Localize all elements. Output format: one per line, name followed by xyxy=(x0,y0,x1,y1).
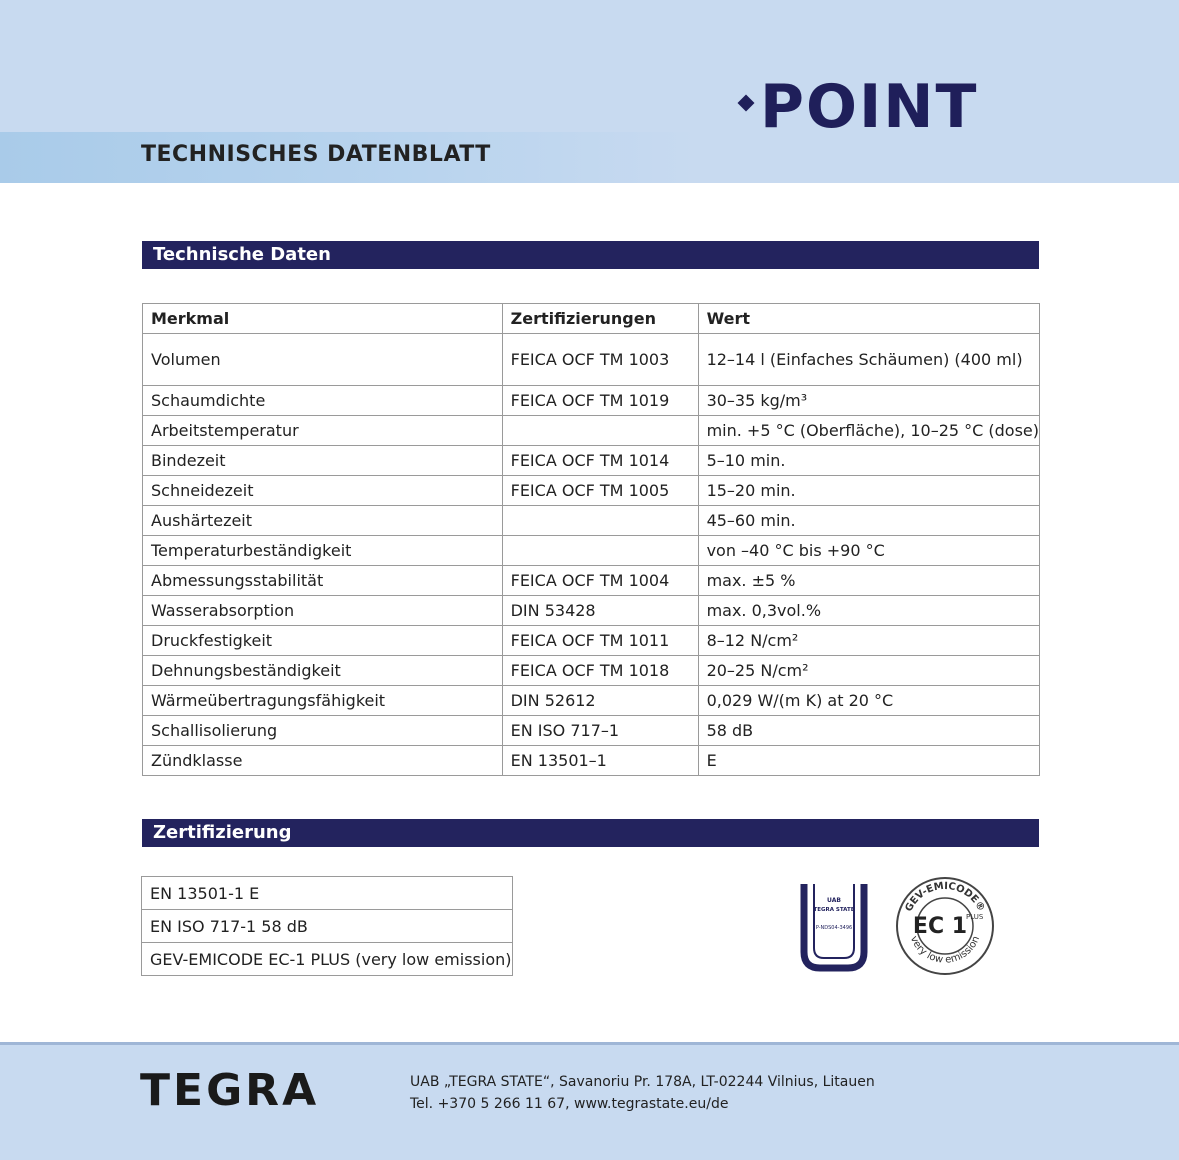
technical-data-table xyxy=(142,303,1040,776)
table-row xyxy=(143,566,1040,596)
table-cell: GEV-EMICODE EC-1 PLUS (very low emission) xyxy=(142,943,513,976)
point-logo xyxy=(740,72,978,142)
table-cell: 30–35 kg/m³ xyxy=(698,386,1039,416)
table-cell: min. +5 °C (Oberfläche), 10–25 °C (dose) xyxy=(698,416,1039,446)
seal-text: P-NDS04-3496 xyxy=(815,925,853,931)
table-row xyxy=(143,596,1040,626)
table-cell: 45–60 min. xyxy=(698,506,1039,536)
table-cell: Volumen xyxy=(143,334,503,386)
table-cell: 15–20 min. xyxy=(698,476,1039,506)
table-cell: EN 13501-1 E xyxy=(142,877,513,910)
table-cell: DIN 52612 xyxy=(502,686,698,716)
table-cell: EN ISO 717–1 xyxy=(502,716,698,746)
column-header: Wert xyxy=(698,304,1039,334)
seal-text: UAB xyxy=(827,897,841,904)
logo-text: TEGRA xyxy=(140,1065,320,1116)
table-cell: 8–12 N/cm² xyxy=(698,626,1039,656)
seal-center-text: EC 1 xyxy=(912,914,968,939)
table-cell: DIN 53428 xyxy=(502,596,698,626)
table-cell: FEICA OCF TM 1005 xyxy=(502,476,698,506)
certification-table xyxy=(141,876,513,976)
column-header: Zertifizierungen xyxy=(502,304,698,334)
table-cell: 20–25 N/cm² xyxy=(698,656,1039,686)
table-cell: Wärmeübertragungsfähigkeit xyxy=(143,686,503,716)
table-cell: EN ISO 717-1 58 dB xyxy=(142,910,513,943)
table-cell: Aushärtezeit xyxy=(143,506,503,536)
footer-phone-web: Tel. +370 5 266 11 67, www.tegrastate.eu/de xyxy=(410,1096,729,1112)
table-cell: Wasserabsorption xyxy=(143,596,503,626)
seal-arc-text: very low emission xyxy=(907,934,983,966)
seal-plus-text: PLUS xyxy=(966,913,984,921)
table-cell: FEICA OCF TM 1004 xyxy=(502,566,698,596)
table-cell: max. ±5 % xyxy=(698,566,1039,596)
table-cell: EN 13501–1 xyxy=(502,746,698,776)
table-row xyxy=(143,416,1040,446)
table-cell: E xyxy=(698,746,1039,776)
table-row xyxy=(143,334,1040,386)
table-cell: 12–14 l (Einfaches Schäumen) (400 ml) xyxy=(698,334,1039,386)
table-row xyxy=(142,910,513,943)
tegra-logo xyxy=(140,1066,319,1116)
seal-text: TEGRA STATE xyxy=(813,907,855,913)
table-cell xyxy=(502,416,698,446)
table-cell: FEICA OCF TM 1014 xyxy=(502,446,698,476)
table-cell: Zündklasse xyxy=(143,746,503,776)
table-cell: Temperaturbeständigkeit xyxy=(143,536,503,566)
table-cell: von –40 °C bis +90 °C xyxy=(698,536,1039,566)
table-cell xyxy=(502,506,698,536)
table-cell: max. 0,3vol.% xyxy=(698,596,1039,626)
column-header: Merkmal xyxy=(143,304,503,334)
table-row xyxy=(143,446,1040,476)
table-row xyxy=(142,943,513,976)
table-row xyxy=(143,506,1040,536)
tegra-certification-seal xyxy=(800,882,868,972)
footer-contact xyxy=(410,1071,875,1115)
table-cell: FEICA OCF TM 1003 xyxy=(502,334,698,386)
table-cell xyxy=(502,536,698,566)
table-row xyxy=(143,656,1040,686)
table-cell: Dehnungsbeständigkeit xyxy=(143,656,503,686)
table-cell: Schneidezeit xyxy=(143,476,503,506)
table-cell: FEICA OCF TM 1011 xyxy=(502,626,698,656)
table-cell: Druckfestigkeit xyxy=(143,626,503,656)
table-cell: Arbeitstemperatur xyxy=(143,416,503,446)
table-cell: Bindezeit xyxy=(143,446,503,476)
brand-name: POINT xyxy=(760,72,979,142)
footer-address: UAB „TEGRA STATE“, Savanoriu Pr. 178A, LT-02244 Vilnius, Litauen xyxy=(410,1074,875,1090)
table-row xyxy=(143,716,1040,746)
table-row xyxy=(143,536,1040,566)
table-cell: FEICA OCF TM 1018 xyxy=(502,656,698,686)
table-cell: FEICA OCF TM 1019 xyxy=(502,386,698,416)
table-cell: 5–10 min. xyxy=(698,446,1039,476)
diamond-icon xyxy=(738,95,755,112)
table-row xyxy=(143,686,1040,716)
table-cell: Schaumdichte xyxy=(143,386,503,416)
table-cell: Abmessungsstabilität xyxy=(143,566,503,596)
table-row xyxy=(142,877,513,910)
table-cell: 58 dB xyxy=(698,716,1039,746)
seal-arc-text: GEV-EMICODE® xyxy=(903,880,987,914)
table-cell: 0,029 W/(m K) at 20 °C xyxy=(698,686,1039,716)
table-row xyxy=(143,746,1040,776)
table-row xyxy=(143,626,1040,656)
table-row xyxy=(143,386,1040,416)
document-title: TECHNISCHES DATENBLATT xyxy=(141,142,491,167)
table-header-row xyxy=(143,304,1040,334)
emicode-seal xyxy=(894,875,996,977)
section-heading-technical-data: Technische Daten xyxy=(142,241,1039,269)
section-heading-certification: Zertifizierung xyxy=(142,819,1039,847)
table-cell: Schallisolierung xyxy=(143,716,503,746)
table-row xyxy=(143,476,1040,506)
